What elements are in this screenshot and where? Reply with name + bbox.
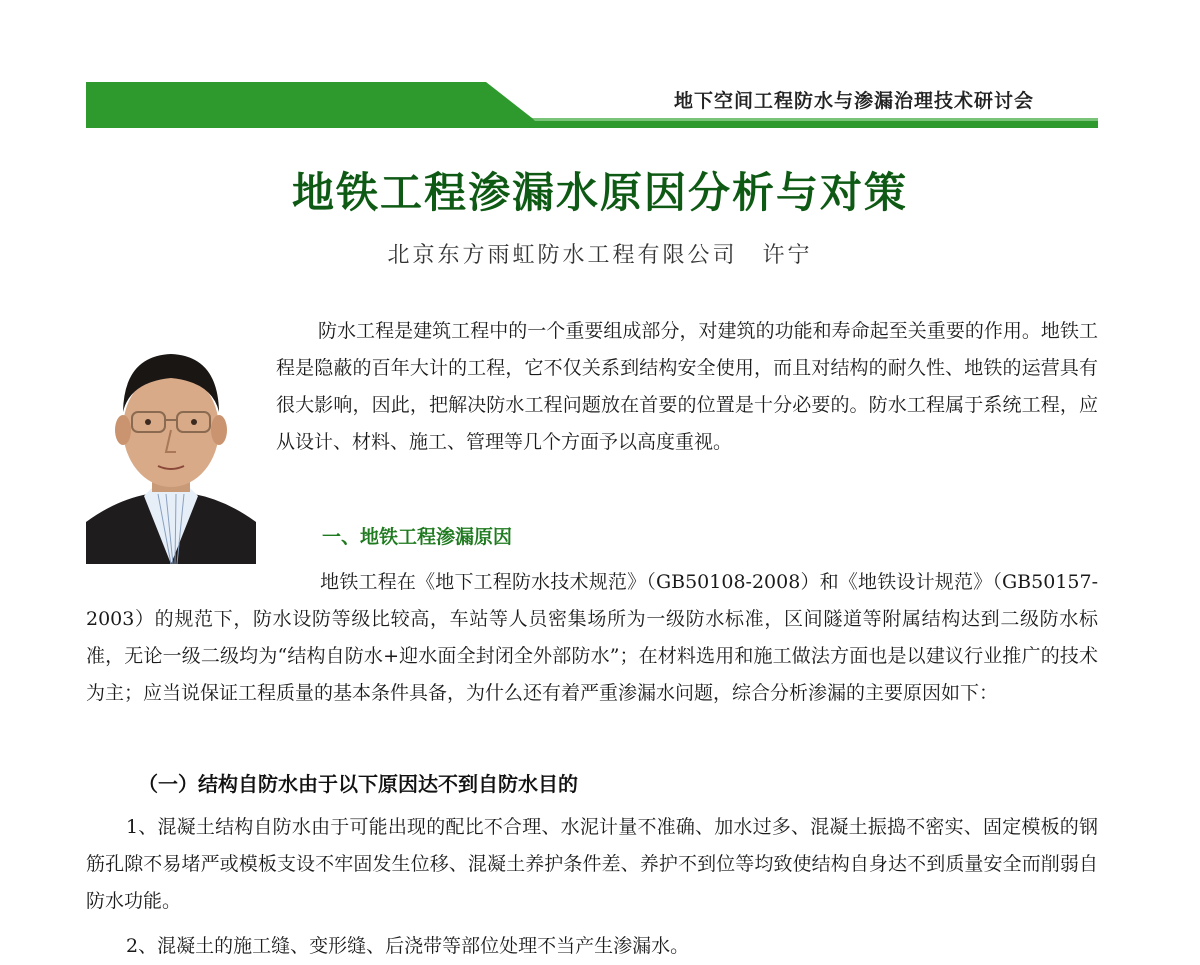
article-byline: 北京东方雨虹防水工程有限公司 许宁 <box>387 243 813 268</box>
section-paragraph-text: 地铁工程在《地下工程防水技术规范》（GB50108-2008）和《地铁设计规范》（GB50157-2003）的规范下，防水设防等级比较高，车站等人员密集场所为一级防水标准，区间隧道等附属结构达到二级防水标准，无论一级二级均为“结构自防水+迎水面全封闭全外部防水”；在材料选用和施工做法方面也是以建议行业推广的技术为主；应当说保证工程质量的基本条件具备，为什么还有着严重渗漏水问题，综合分析渗漏的主要原因如下： <box>86 571 1098 704</box>
section-heading: 一、地铁工程渗漏原因 <box>322 526 513 548</box>
intro-paragraph: 防水工程是建筑工程中的一个重要组成部分，对建筑的功能和寿命起至关重要的作用。地铁工程是隐蔽的百年大计的工程，它不仅关系到结构安全使用，而且对结构的耐久性、地铁的运营具有很大影响，因此，把解决防水工程问题放在首要的位置是十分必要的。防水工程属于系统工程，应从设计、材料、施工、管理等几个方面予以高度重视。 <box>276 320 1098 453</box>
author-photo <box>86 334 256 564</box>
section-paragraph <box>86 564 1098 712</box>
portrait-icon <box>86 334 256 564</box>
conference-name: 地下空间工程防水与渗漏治理技术研讨会 <box>673 90 1034 112</box>
list-item: 1、混凝土结构自防水由于可能出现的配比不合理、水泥计量不准确、加水过多、混凝土振捣不密实、固定模板的钢筋孔隙不易堵严或模板支设不牢固发生位移、混凝土养护条件差、养护不到位等均致使结构自身达不到质量安全而削弱自防水功能。 <box>86 816 1098 912</box>
subsection-heading: （一）结构自防水由于以下原因达不到自防水目的 <box>138 772 578 796</box>
list-item: 2、混凝土的施工缝、变形缝、后浇带等部位处理不当产生渗漏水。 <box>126 935 690 957</box>
header-band <box>86 80 1098 130</box>
article-title: 地铁工程渗漏水原因分析与对策 <box>291 168 908 217</box>
